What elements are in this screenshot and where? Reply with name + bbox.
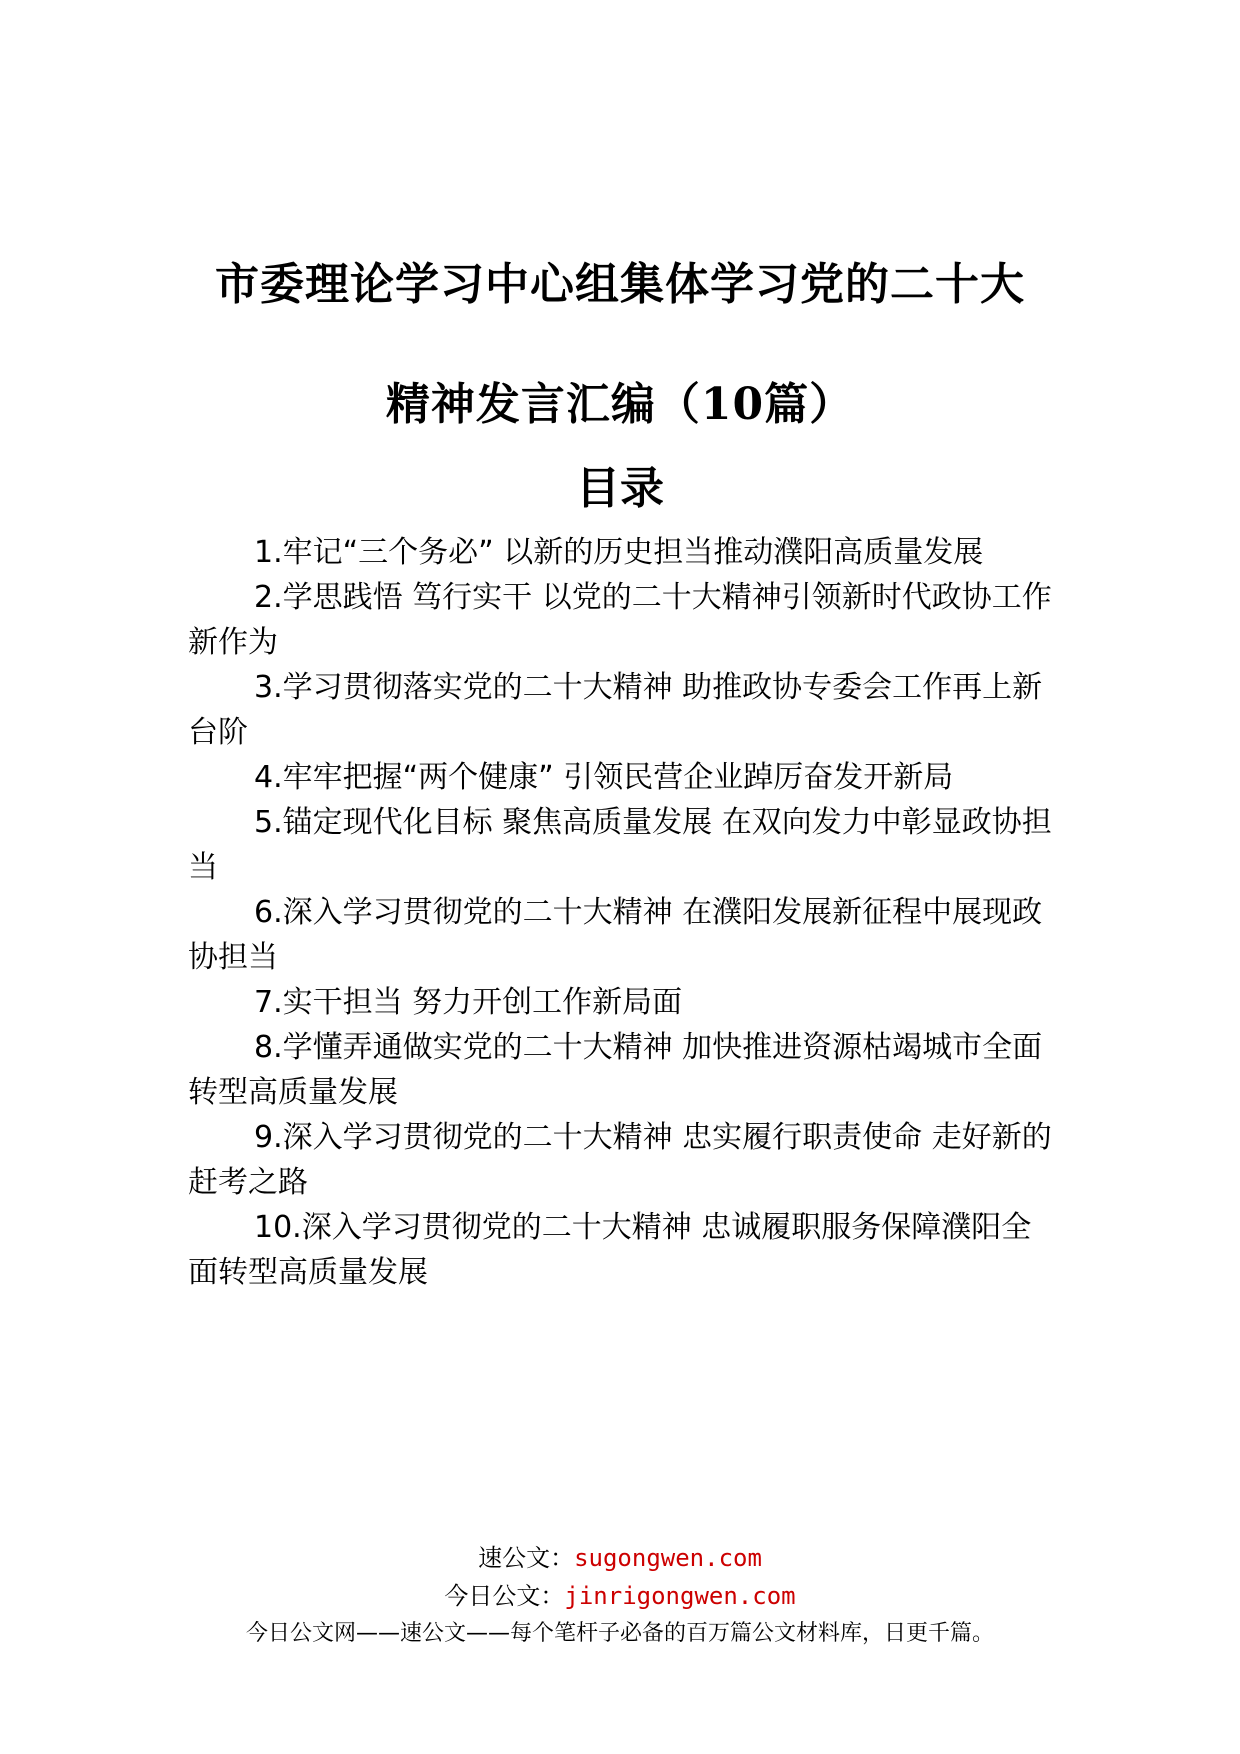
document-title-line-1: 市委理论学习中心组集体学习党的二十大 <box>215 259 1025 310</box>
toc-item-8: 8.学懂弄通做实党的二十大精神 加快推进资源枯竭城市全面转型高质量发展 <box>188 1030 1043 1110</box>
toc-item-1: 1.牢记“三个务必” 以新的历史担当推动濮阳高质量发展 <box>254 535 984 570</box>
footer-jinrigongwen <box>0 1578 1240 1614</box>
footer-jinrigongwen-label: 今日公文： <box>444 1582 565 1610</box>
toc-item-5: 5.锚定现代化目标 聚焦高质量发展 在双向发力中彰显政协担当 <box>188 805 1052 885</box>
toc-item-2: 2.学思践悟 笃行实干 以党的二十大精神引领新时代政协工作新作为 <box>188 580 1052 660</box>
toc-item-10: 10.深入学习贯彻党的二十大精神 忠诚履职服务保障濮阳全面转型高质量发展 <box>188 1210 1032 1290</box>
toc-item-3: 3.学习贯彻落实党的二十大精神 助推政协专委会工作再上新台阶 <box>188 670 1043 750</box>
footer-sugongwen-link[interactable]: sugongwen.com <box>574 1544 762 1572</box>
toc-item-7: 7.实干担当 努力开创工作新局面 <box>254 985 683 1020</box>
footer-sugongwen <box>0 1540 1240 1576</box>
toc-heading: 目录 <box>576 463 664 514</box>
toc-item-4: 4.牢牢把握“两个健康” 引领民营企业踔厉奋发开新局 <box>254 760 954 795</box>
toc-item-9: 9.深入学习贯彻党的二十大精神 忠实履行职责使命 走好新的赶考之路 <box>188 1120 1052 1200</box>
footer-sugongwen-label: 速公文： <box>478 1544 575 1572</box>
toc-item-6: 6.深入学习贯彻党的二十大精神 在濮阳发展新征程中展现政协担当 <box>188 895 1043 975</box>
table-of-contents <box>188 530 1054 1295</box>
footer-jinrigongwen-link[interactable]: jinrigongwen.com <box>564 1582 796 1610</box>
document-title-line-2: 精神发言汇编（10篇） <box>385 379 855 430</box>
footer-slogan: 今日公文网——速公文——每个笔杆子必备的百万篇公文材料库，日更千篇。 <box>245 1621 994 1646</box>
